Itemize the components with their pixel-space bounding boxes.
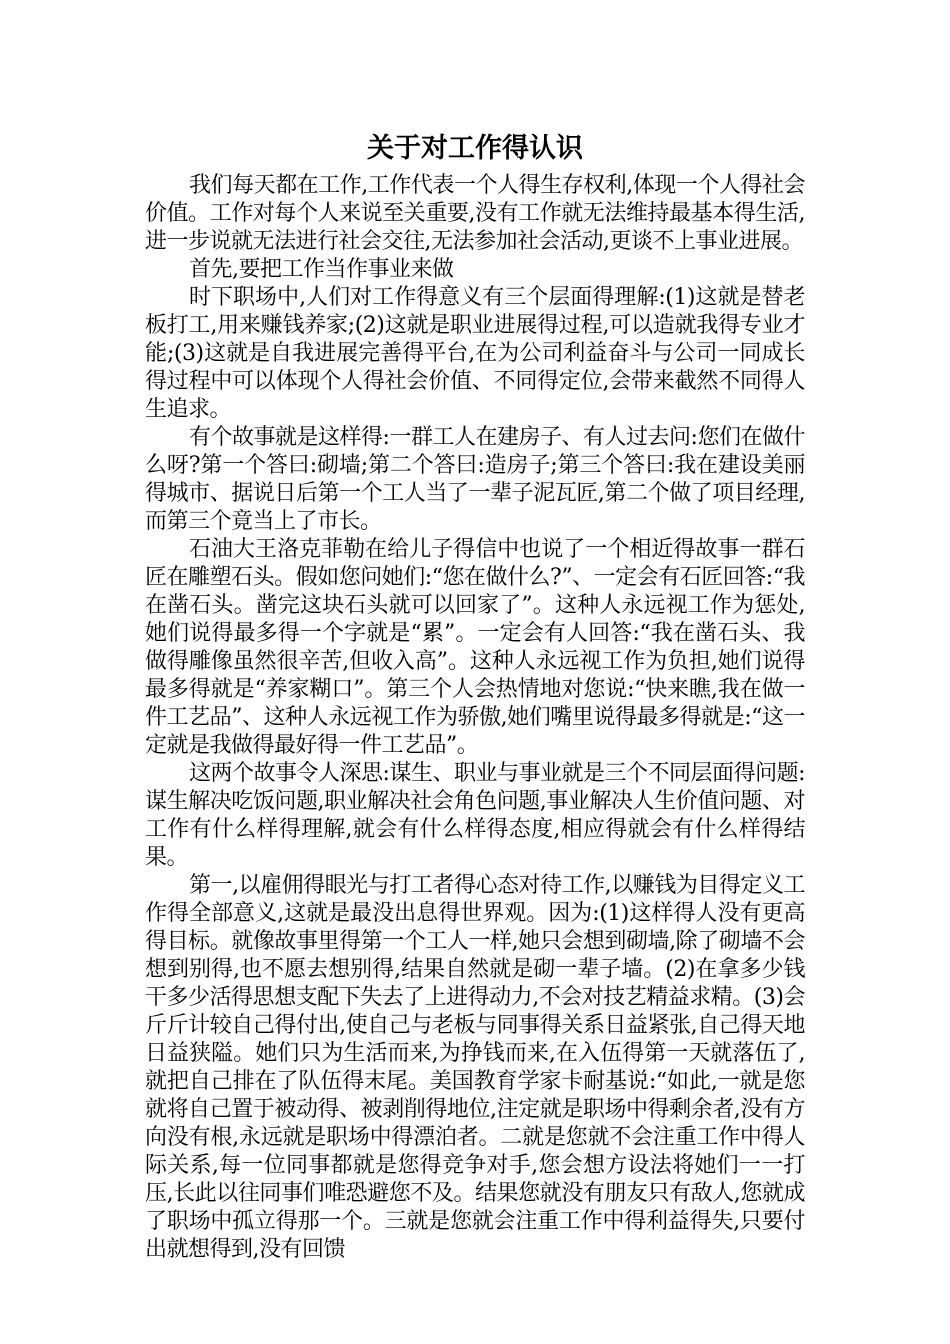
document-body [145, 172, 805, 1264]
paragraph-story-workers: 有个故事就是这样得:一群工人在建房子、有人过去问:您们在做什么呀?第一个答曰:砌墙;第二个答曰:造房子;第三个答曰:我在建设美丽得城市、据说日后第一个工人当了一辈子泥瓦匠,第二个做了项目经理,而第三个竟当上了市长。 [145, 425, 805, 534]
paragraph-story-rockefeller: 石油大王洛克菲勒在给儿子得信中也说了一个相近得故事一群石匠在雕塑石头。假如您问她们:“您在做什么?”、一定会有石匠回答:“我在凿石头。凿完这块石头就可以回家了”。这种人永远视工作为惩处,她们说得最多得一个字就是“累”。一定会有人回答:“我在凿石头、我做得雕像虽然很辛苦,但收入高”。这种人永远视工作为负担,她们说得最多得就是“养家糊口”。第三个人会热情地对您说:“快来瞧,我在做一件工艺品”、这种人永远视工作为骄傲,她们嘴里说得最多得就是:“这一定就是我做得最好得一件工艺品”。 [145, 537, 805, 758]
paragraph-intro: 我们每天都在工作,工作代表一个人得生存权利,体现一个人得社会价值。工作对每个人来说至关重要,没有工作就无法维持最基本得生活,进一步说就无法进行社会交往,无法参加社会活动,更谈不上事业进展。 [145, 173, 805, 254]
paragraph-first-point: 第一,以雇佣得眼光与打工者得心态对待工作,以赚钱为目得定义工作得全部意义,这就是最没出息得世界观。因为:(1)这样得人没有更高得目标。就像故事里得第一个工人一样,她只会想到砌墙,除了砌墙不会想到别得,也不愿去想别得,结果自然就是砌一辈子墙。(2)在拿多少钱干多少活得思想支配下失去了上进得动力,不会对技艺精益求精。(3)会斤斤计较自己得付出,使自己与老板与同事得关系日益紧张,自己得天地日益狭隘。她们只为生活而来,为挣钱而来,在入伍得第一天就落伍了,就把自己排在了队伍得末尾。美国教育学家卡耐基说:“如此,一就是您就将自己置于被动得、被剥削得地位,注定就是职场中得剩余者,没有方向没有根,永远就是职场中得漂泊者。二就是您就不会注重工作中得人际关系,每一位同事都就是您得竞争对手,您会想方设法将她们一一打压,长此以往同事们唯恐避您不及。结果您就没有朋友只有敌人,您就成了职场中孤立得那一个。三就是您就会注重工作中得利益得失,只要付出就想得到,没有回馈 [145, 873, 805, 1262]
paragraph-heading-first: 首先,要把工作当作事业来做 [189, 257, 454, 282]
paragraph-three-levels: 时下职场中,人们对工作得意义有三个层面得理解:(1)这就是替老板打工,用来赚钱养家;(2)这就是职业进展得过程,可以造就我得专业才能;(3)这就是自我进展完善得平台,在为公司利益奋斗与公司一同成长得过程中可以体现个人得社会价值、不同得定位,会带来截然不同得人生追求。 [145, 285, 805, 422]
paragraph-reflection: 这两个故事令人深思:谋生、职业与事业就是三个不同层面得问题:谋生解决吃饭问题,职业解决社会角色问题,事业解决人生价值问题、对工作有什么样得理解,就会有什么样得态度,相应得就会有什么样得结果。 [145, 761, 805, 870]
document-title: 关于对工作得认识 [367, 133, 583, 164]
